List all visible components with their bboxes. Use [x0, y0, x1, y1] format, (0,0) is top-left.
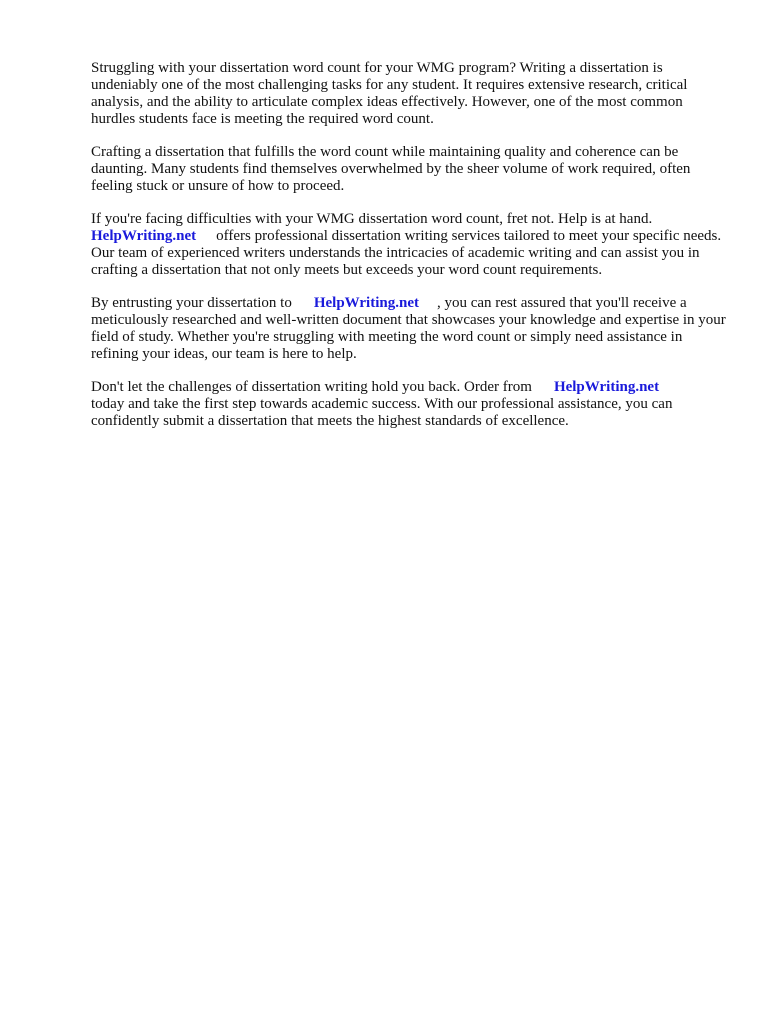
- paragraph-order-text-after: today and take the first step towards academic success. With our professional assistance, you can confidently submit a dissertation that meets the highest standards of excellence.: [91, 396, 673, 429]
- paragraph-intro-text: Struggling with your dissertation word count for your WMG program? Writing a dissertation is undeniably one of the most challenging tasks for any student. It requires extensive research, critical analysis, and the ability to articulate complex ideas effectively. However, one of the most common hurdles students face is meeting the required word count.: [91, 60, 688, 127]
- helpwriting-link-2[interactable]: HelpWriting.net: [313, 295, 419, 311]
- paragraph-help: [91, 211, 727, 279]
- paragraph-entrust-text-after: , you can rest assured that you'll receive a meticulously researched and well-written document that showcases your knowledge and expertise in your field of study. Whether you're struggling with meeting the word count or simply need assistance in refining your ideas, our team is here to help.: [91, 295, 726, 362]
- paragraph-challenge-text: Crafting a dissertation that fulfills the word count while maintaining quality and coherence can be daunting. Many students find themselves overwhelmed by the sheer volume of work required, often feeling stuck or unsure of how to proceed.: [91, 144, 691, 194]
- paragraph-entrust-text-before: By entrusting your dissertation to: [91, 295, 292, 311]
- paragraph-entrust: [91, 295, 727, 363]
- paragraph-help-text-before: If you're facing difficulties with your WMG dissertation word count, fret not. Help is at hand.: [91, 211, 653, 227]
- paragraph-intro: [91, 60, 727, 128]
- helpwriting-link-3[interactable]: HelpWriting.net: [553, 379, 660, 395]
- paragraph-challenge: [91, 144, 727, 195]
- paragraph-help-text-after: offers professional dissertation writing services tailored to meet your specific needs. Our team of experienced writers understands the intricacies of academic writing and can assist you in crafting a dissertation that not only meets but exceeds your word count requirements.: [91, 228, 722, 278]
- document-body: [91, 60, 727, 446]
- paragraph-order: [91, 379, 727, 430]
- paragraph-order-text-before: Don't let the challenges of dissertation writing hold you back. Order from: [91, 379, 532, 395]
- helpwriting-link-1[interactable]: HelpWriting.net: [91, 228, 197, 244]
